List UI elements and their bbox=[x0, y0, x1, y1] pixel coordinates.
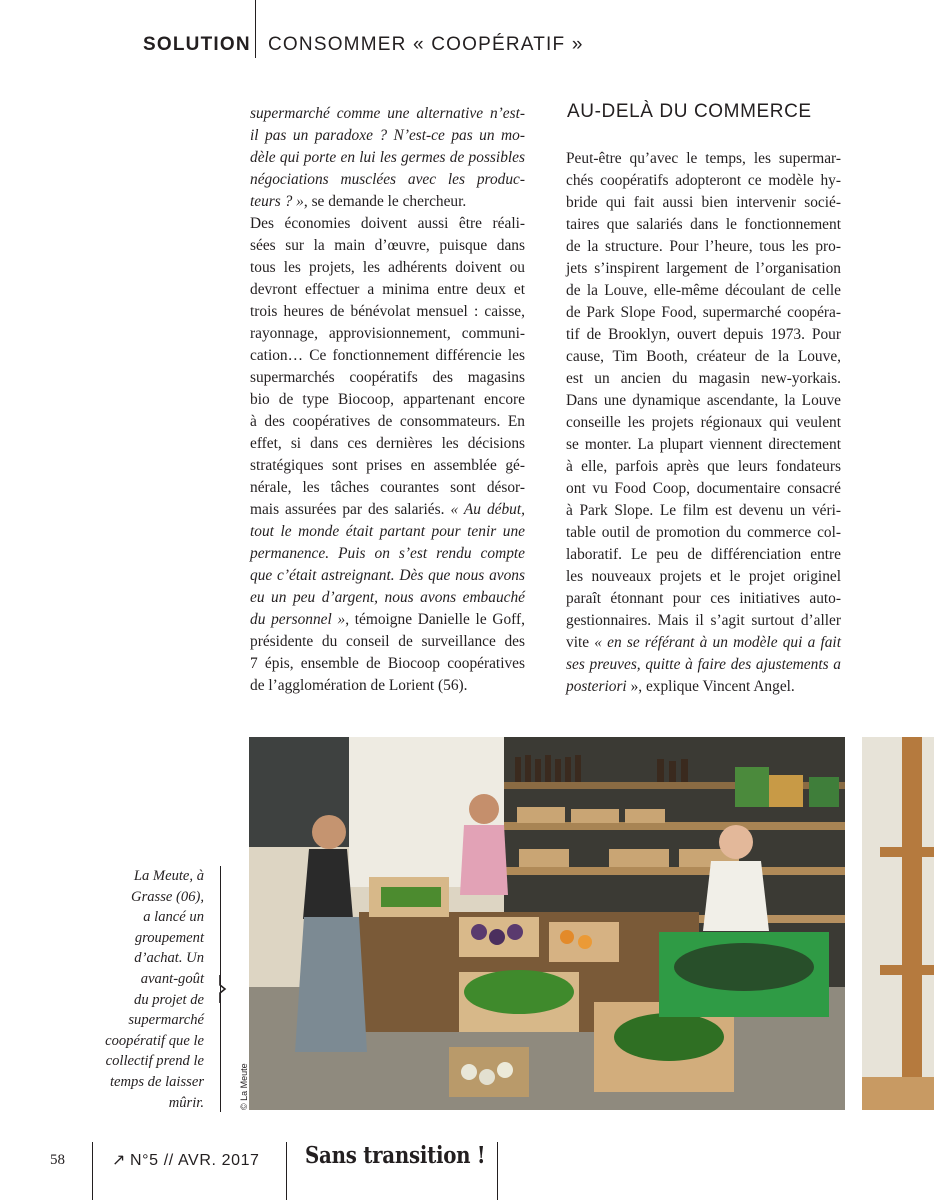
text-line bbox=[566, 610, 841, 632]
body-text: chés coopératifs adopteront ce modèle hy- bbox=[566, 172, 841, 189]
text-line bbox=[250, 257, 525, 279]
body-text: les nouveaux projets et le projet originel bbox=[566, 568, 841, 585]
body-text: gestionnaires. Mais il s’agit surtout d’aller bbox=[566, 612, 841, 629]
text-line bbox=[566, 214, 841, 236]
text-line bbox=[250, 411, 525, 433]
italic-quote: teurs ? » bbox=[250, 193, 304, 210]
left-column-text bbox=[250, 103, 525, 697]
text-line bbox=[250, 609, 525, 631]
body-text: 7 épis, ensemble de Biocoop coopératives bbox=[250, 655, 525, 672]
caption-line: La Meute, à bbox=[133, 868, 204, 884]
text-line bbox=[250, 125, 525, 147]
body-text: à des coopératives de consommateurs. En bbox=[250, 413, 525, 430]
body-text: Peut-être qu’avec le temps, les supermar- bbox=[566, 150, 841, 167]
text-line bbox=[566, 346, 841, 368]
text-line bbox=[566, 148, 841, 170]
italic-quote: il pas un paradoxe ? N’est-ce pas un mo- bbox=[250, 127, 525, 144]
body-text: de Park Slope Food, supermarché coopéra- bbox=[566, 304, 841, 321]
footer-divider bbox=[92, 1142, 93, 1200]
text-line bbox=[566, 632, 841, 654]
body-text: présidente du conseil de surveillance des bbox=[250, 633, 525, 650]
subheading: AU-DELÀ DU COMMERCE bbox=[567, 101, 812, 122]
header-divider bbox=[255, 0, 256, 58]
grocery-photo bbox=[249, 737, 845, 1110]
body-text: vite bbox=[566, 634, 595, 651]
body-text: supermarchés coopératifs des magasins bbox=[250, 369, 525, 386]
right-column-text bbox=[566, 148, 841, 698]
body-text: taires que salariés dans le fonctionnement bbox=[566, 216, 841, 233]
adjacent-photo bbox=[862, 737, 934, 1110]
text-line bbox=[250, 543, 525, 565]
body-text: », explique Vincent Angel. bbox=[626, 678, 795, 695]
text-line bbox=[566, 434, 841, 456]
italic-quote: posteriori bbox=[566, 678, 627, 695]
body-text: paraît étonnant pour ces initiatives auto- bbox=[566, 590, 841, 607]
body-text: ont vu Food Coop, documentaire consacré bbox=[566, 480, 841, 497]
caption-line: d’achat. Un bbox=[134, 950, 204, 967]
italic-quote: dèle qui porte en lui les germes de possibles bbox=[250, 149, 525, 166]
caption-line: avant-goût bbox=[140, 970, 204, 987]
body-text: tif de Brooklyn, ouvert depuis 1973. Pour bbox=[566, 326, 841, 343]
body-text: laboratif. Le peu de différenciation entre bbox=[566, 546, 841, 563]
magazine-logo: Sans transition ! bbox=[305, 1142, 486, 1169]
text-line bbox=[250, 477, 525, 499]
caption-brace bbox=[213, 975, 227, 1003]
text-line bbox=[250, 587, 525, 609]
caption-line: temps de laisser bbox=[109, 1073, 204, 1090]
text-line bbox=[566, 302, 841, 324]
footer-divider bbox=[286, 1142, 287, 1200]
body-text: à Park Slope. Le film est devenu un véri- bbox=[566, 502, 841, 519]
body-text: table outil de promotion du commerce col- bbox=[566, 524, 841, 541]
body-text: jets s’inspirent largement de l’organisation bbox=[566, 260, 841, 277]
text-line bbox=[566, 522, 841, 544]
text-line bbox=[566, 192, 841, 214]
text-line bbox=[250, 389, 525, 411]
italic-quote: tout le monde était partant pour tenir une bbox=[250, 523, 525, 540]
text-line bbox=[250, 147, 525, 169]
text-line bbox=[250, 499, 525, 521]
text-line bbox=[566, 478, 841, 500]
text-line bbox=[566, 170, 841, 192]
caption-line: coopératif que le bbox=[105, 1032, 204, 1049]
body-text: , témoigne Danielle le Goff, bbox=[345, 611, 525, 628]
page-number: 58 bbox=[50, 1152, 65, 1168]
caption-line: mûrir. bbox=[168, 1094, 204, 1111]
text-line bbox=[566, 588, 841, 610]
text-line bbox=[250, 191, 525, 213]
body-text: cause, Tim Booth, créateur de la Louve, bbox=[566, 348, 841, 365]
text-line bbox=[566, 676, 841, 698]
text-line bbox=[566, 324, 841, 346]
italic-quote: que c’était astreignant. Dès que nous avons bbox=[250, 567, 525, 584]
text-line bbox=[250, 213, 525, 235]
italic-quote: du personnel » bbox=[250, 611, 346, 628]
italic-quote: permanence. Puis on s’est rendu compte bbox=[250, 545, 525, 562]
body-text: effet, si dans ces dernières les décisions bbox=[250, 435, 525, 452]
text-line bbox=[566, 280, 841, 302]
text-line bbox=[250, 367, 525, 389]
body-text: stratégiques sont prises en assemblée gé- bbox=[250, 457, 525, 474]
photo-caption bbox=[98, 866, 204, 1113]
body-text: de l’agglomération de Lorient (56). bbox=[250, 677, 468, 694]
body-text: Des économies doivent aussi être réali- bbox=[250, 215, 525, 232]
text-line bbox=[250, 675, 525, 697]
italic-quote: ses preuves, quitte à faire des ajustements a bbox=[566, 656, 841, 673]
text-line bbox=[250, 345, 525, 367]
body-text: est un ancien du magasin new-yorkais. bbox=[566, 370, 841, 387]
text-line bbox=[566, 258, 841, 280]
text-line bbox=[566, 654, 841, 676]
body-text: Dans une dynamique ascendante, la Louve bbox=[566, 392, 841, 409]
text-line bbox=[250, 433, 525, 455]
body-text: , se demande le chercheur. bbox=[303, 193, 467, 210]
italic-quote: eu un peu d’argent, nous avons embauché bbox=[250, 589, 525, 606]
body-text: sées sur la main d’œuvre, puisque dans bbox=[250, 237, 525, 254]
adjacent-photo-illustration bbox=[862, 737, 934, 1110]
caption-line: supermarché bbox=[128, 1012, 204, 1029]
body-text: devront effectuer a minima entre deux et bbox=[250, 281, 525, 298]
body-text: cation… Ce fonctionnement différencie les bbox=[250, 347, 525, 364]
italic-quote: « en se référant à un modèle qui a fait bbox=[594, 634, 841, 651]
text-line bbox=[566, 500, 841, 522]
text-line bbox=[566, 236, 841, 258]
text-line bbox=[250, 235, 525, 257]
body-text: bride qui fait aussi bien intervenir socié- bbox=[566, 194, 841, 211]
text-line bbox=[566, 412, 841, 434]
text-line bbox=[566, 544, 841, 566]
text-line bbox=[566, 456, 841, 478]
text-line bbox=[566, 390, 841, 412]
body-text: bio de type Biocoop, appartenant encore bbox=[250, 391, 525, 408]
caption-line: groupement bbox=[134, 929, 204, 946]
body-text: mais assurées par des salariés. bbox=[250, 501, 451, 518]
body-text: rayonnage, approvisionnement, communi- bbox=[250, 325, 525, 342]
body-text: conseille les projets régionaux qui veulent bbox=[566, 414, 841, 431]
italic-quote: supermarché comme une alternative n’est- bbox=[250, 105, 525, 122]
text-line bbox=[566, 566, 841, 588]
body-text: à elle, parfois après que leurs fondateurs bbox=[566, 458, 841, 475]
body-text: de la structure. Pour l’heure, tous les pro- bbox=[566, 238, 841, 255]
section-topic: CONSOMMER « COOPÉRATIF » bbox=[268, 34, 584, 55]
issue-label bbox=[112, 1150, 260, 1170]
caption-line: collectif prend le bbox=[105, 1053, 204, 1070]
text-line bbox=[250, 301, 525, 323]
text-line bbox=[250, 323, 525, 345]
text-line bbox=[250, 653, 525, 675]
caption-line: du projet de bbox=[134, 991, 204, 1008]
text-line bbox=[250, 565, 525, 587]
text-line bbox=[250, 631, 525, 653]
body-text: tous les projets, les adhérents doivent ou bbox=[250, 259, 525, 276]
footer-divider bbox=[497, 1142, 498, 1200]
photo-credit: © La Meute bbox=[239, 1063, 249, 1110]
text-line bbox=[250, 103, 525, 125]
italic-quote: négociations musclées avec les produc- bbox=[250, 171, 525, 188]
arrow-icon: ↗ bbox=[112, 1152, 127, 1169]
caption-line: a lancé un bbox=[143, 909, 204, 926]
italic-quote: « Au début, bbox=[450, 501, 525, 518]
text-line bbox=[250, 169, 525, 191]
body-text: se monter. La plupart viennent directement bbox=[566, 436, 841, 453]
issue-text: N°5 // AVR. 2017 bbox=[130, 1152, 260, 1169]
caption-line: Grasse (06), bbox=[131, 888, 204, 905]
text-line bbox=[250, 521, 525, 543]
body-text: nérale, les tâches courantes sont désor- bbox=[250, 479, 525, 496]
section-label: SOLUTION bbox=[143, 34, 251, 55]
body-text: de la Louve, elle-même découlant de celle bbox=[566, 282, 841, 299]
text-line bbox=[250, 279, 525, 301]
text-line bbox=[566, 368, 841, 390]
body-text: trois heures de bénévolat mensuel : caisse, bbox=[250, 303, 525, 320]
grocery-photo-illustration bbox=[249, 737, 845, 1110]
text-line bbox=[250, 455, 525, 477]
